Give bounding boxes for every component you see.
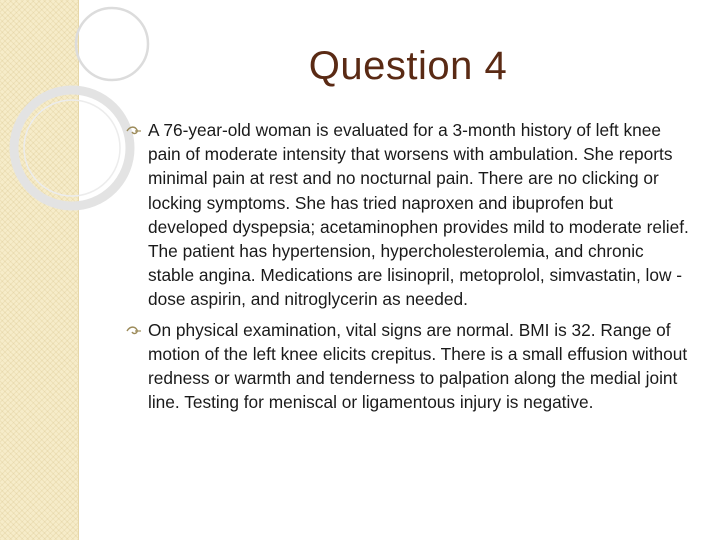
slide-title: Question 4 (308, 44, 508, 88)
slide-content (128, 118, 690, 420)
bullet-item-1 (128, 118, 690, 312)
swirl-bullet-icon (126, 325, 142, 337)
bullet-text-1: A 76-year-old woman is evaluated for a 3-month history of left knee pain of moderate intensity that worsens with ambulation. She reports minimal pain at rest and no nocturnal pain. There are no clicking or locking symptoms. She has tried naproxen and ibuprofen but developed dyspepsia; acetaminophen provides mild to moderate relief. The patient has hypertension, hypercholesterolemia, and chronic stable angina. Medications are lisinopril, metoprolol, simvastatin, low -dose aspirin, and nitroglycerin as needed. (148, 120, 689, 310)
bullet-text-2: On physical examination, vital signs are normal. BMI is 32. Range of motion of the left knee elicits crepitus. There is a small effusion without redness or warmth and tenderness to palpation along the medial joint line. Testing for meniscal or ligamentous injury is negative. (148, 319, 688, 413)
swirl-bullet-icon (126, 125, 142, 137)
bullet-item-2 (128, 318, 690, 415)
